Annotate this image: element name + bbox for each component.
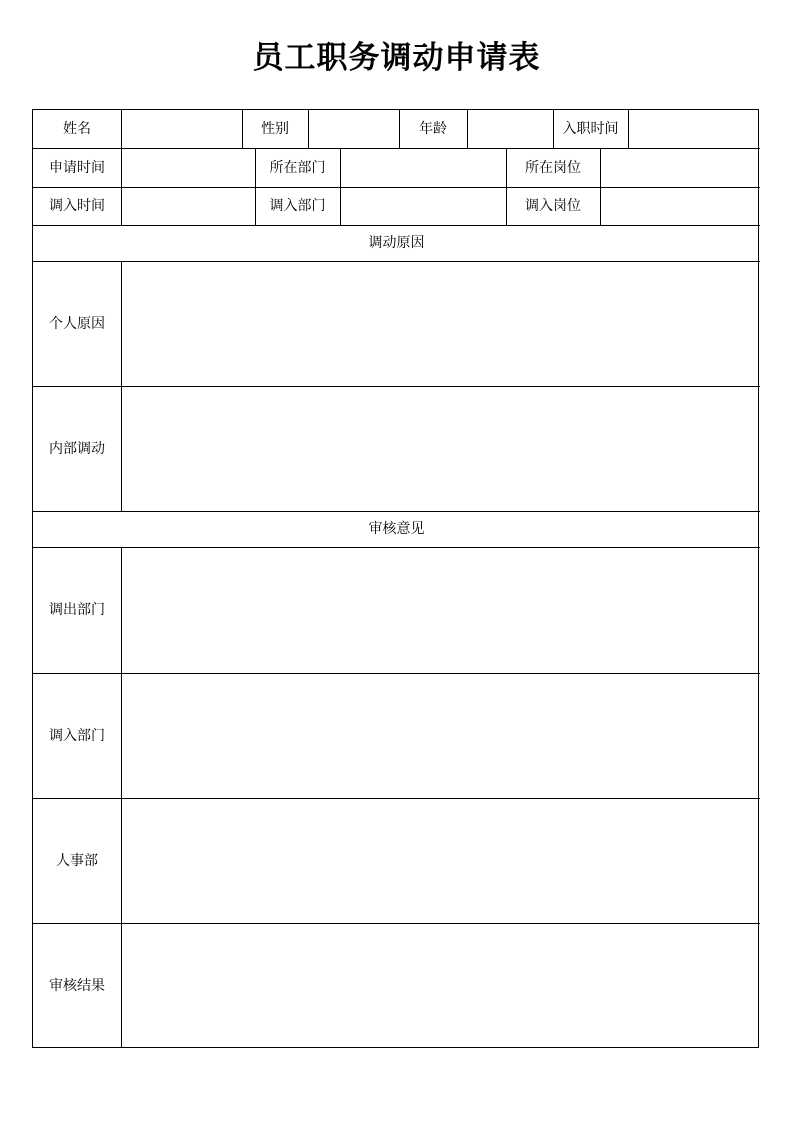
current-post-field[interactable] bbox=[601, 148, 759, 187]
gender-field[interactable] bbox=[309, 110, 399, 148]
internal-transfer-label: 内部调动 bbox=[49, 440, 105, 457]
target-post-field[interactable] bbox=[601, 187, 759, 225]
name-field[interactable] bbox=[122, 110, 242, 148]
current-dept-label: 所在部门 bbox=[269, 159, 326, 176]
hr-review-field[interactable] bbox=[122, 798, 759, 923]
review-result-field[interactable] bbox=[122, 923, 759, 1048]
review-result-label: 审核结果 bbox=[49, 977, 105, 994]
review-section-header: 审核意见 bbox=[368, 521, 425, 537]
hire-date-label: 入职时间 bbox=[562, 121, 619, 137]
reason-section-header: 调动原因 bbox=[368, 235, 425, 251]
out-dept-review-label: 调出部门 bbox=[49, 602, 105, 618]
in-dept-review-label: 调入部门 bbox=[49, 727, 105, 744]
hire-date-field[interactable] bbox=[629, 110, 759, 148]
hr-review-label: 人事部 bbox=[56, 852, 98, 869]
internal-transfer-field[interactable] bbox=[122, 386, 759, 511]
transfer-date-field[interactable] bbox=[122, 187, 255, 225]
in-dept-review-field[interactable] bbox=[122, 673, 759, 798]
name-label: 姓名 bbox=[63, 121, 91, 137]
age-field[interactable] bbox=[468, 110, 553, 148]
personal-reason-field[interactable] bbox=[122, 261, 759, 386]
personal-reason-label: 个人原因 bbox=[49, 315, 105, 332]
transfer-form-table bbox=[32, 109, 759, 1048]
target-dept-field[interactable] bbox=[341, 187, 506, 225]
apply-date-label: 申请时间 bbox=[49, 159, 105, 176]
transfer-date-label: 调入时间 bbox=[49, 198, 105, 214]
age-label: 年龄 bbox=[419, 121, 447, 137]
gender-label: 性别 bbox=[261, 121, 289, 137]
page-title: 员工职务调动申请表 bbox=[252, 40, 541, 76]
target-dept-label: 调入部门 bbox=[269, 198, 326, 214]
out-dept-review-field[interactable] bbox=[122, 547, 759, 673]
current-dept-field[interactable] bbox=[341, 148, 506, 187]
target-post-label: 调入岗位 bbox=[525, 198, 581, 214]
current-post-label: 所在岗位 bbox=[525, 159, 581, 176]
apply-date-field[interactable] bbox=[122, 148, 255, 187]
